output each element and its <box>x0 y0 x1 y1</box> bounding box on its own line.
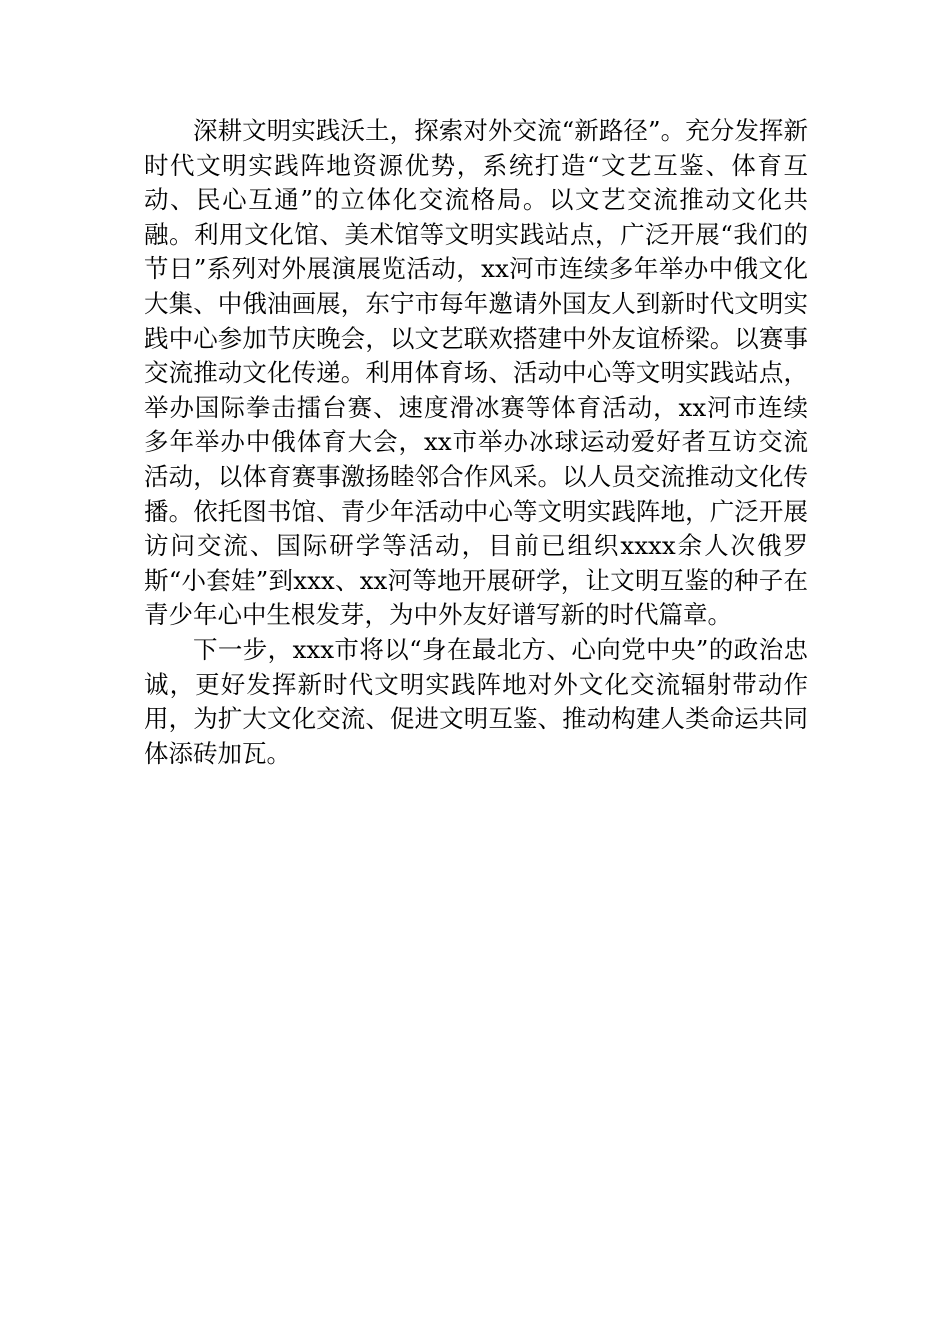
paragraph-cultural-exchange: 深耕文明实践沃土，探索对外交流“新路径”。充分发挥新时代文明实践阵地资源优势，系统打造“文艺互鉴、体育互动、民心互通”的立体化交流格局。以文艺交流推动文化共融。利用文化馆、美术馆等文明实践站点，广泛开展“我们的节日”系列对外展演展览活动，xx河市连续多年举办中俄文化大集、中俄油画展，东宁市每年邀请外国友人到新时代文明实践中心参加节庆晚会，以文艺联欢搭建中外友谊桥梁。以赛事交流推动文化传递。利用体育场、活动中心等文明实践站点，举办国际拳击擂台赛、速度滑冰赛等体育活动，xx河市连续多年举办中俄体育大会，xx市举办冰球运动爱好者互访交流活动，以体育赛事激扬睦邻合作风采。以人员交流推动文化传播。依托图书馆、青少年活动中心等文明实践阵地，广泛开展访问交流、国际研学等活动，目前已组织xxxx余人次俄罗斯“小套娃”到xxx、xx河等地开展研学，让文明互鉴的种子在青少年心中生根发芽，为中外友好谱写新的时代篇章。 <box>144 116 808 630</box>
paragraph-next-step: 下一步，xxx市将以“身在最北方、心向党中央”的政治忠诚，更好发挥新时代文明实践阵地对外文化交流辐射带动作用，为扩大文化交流、促进文明互鉴、推动构建人类命运共同体添砖加瓦。 <box>144 634 808 768</box>
document-body <box>144 114 808 771</box>
